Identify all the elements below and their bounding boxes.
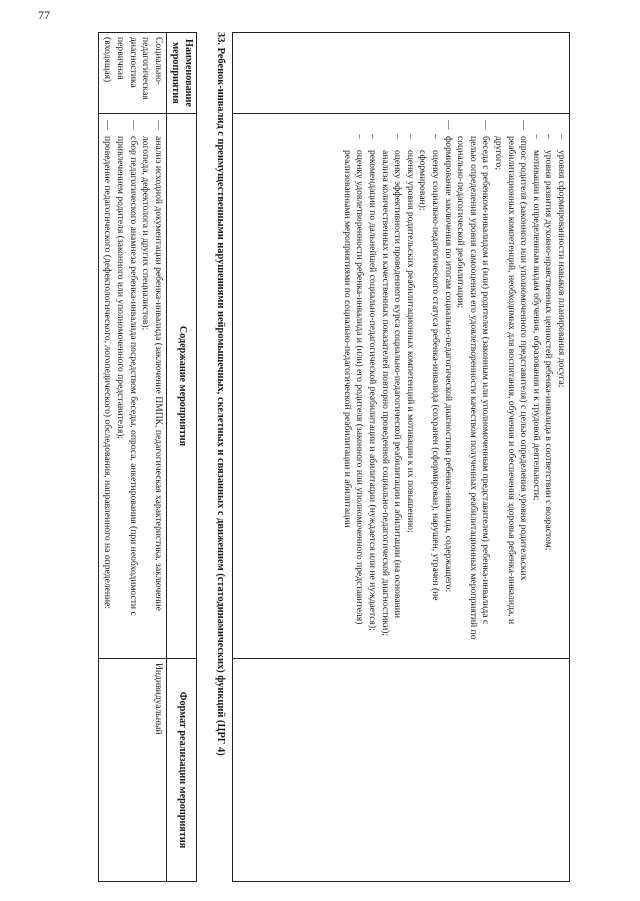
list-item-dash: — [518, 120, 530, 130]
list-item-text: опрос родителя (законного или уполномоченного представителя) с целью определения уровня родительских реабилитационных компетенций, необходимых для воспитания, обучения и обеспечения здоровья ребенка-инвалида, и другого; [493, 136, 530, 625]
list-item-text: рекомендации по дальнейшей социально-педагогической реабилитации и абилитации (нуждается или не нуждается); [367, 150, 379, 631]
list-item-dash: — [442, 120, 454, 130]
list-item-dash: — [127, 120, 139, 130]
list-item-dash: – [392, 134, 404, 139]
list-item-dash: – [367, 134, 379, 139]
list-item-dash: — [102, 120, 114, 130]
list-item-text: проведение педагогического (дефектологического, логопедического) обследования, направленного на определение: [102, 136, 114, 610]
activity-name: Социально-педагогическая диагностика первичная (входящая) [98, 33, 166, 114]
list-item [366, 120, 379, 652]
list-item-text: мотивации к определенным видам обучения, образования и к трудовой деятельности; [530, 150, 542, 501]
list-item [416, 120, 441, 652]
list-item [529, 120, 542, 652]
list-item-dash: – [404, 134, 416, 139]
format-cell-empty [233, 659, 570, 882]
list-item [491, 120, 529, 652]
list-item-text: уровня развития духовно-нравственных ценностей ребенка-инвалида в соответствии с возрастом; [543, 150, 555, 551]
list-item [101, 120, 114, 652]
list-item [340, 120, 365, 652]
list-item-text: оценку социально-педагогического статуса ребенка-инвалида (сохранен (сформирован), нарушен, утрачен (не сформирован); [417, 150, 442, 601]
list-item-text: сбор педагогического анамнеза ребенка-инвалида посредством беседы, опроса, анкетирования (при необходимости с привлечением родителя (законного или уполномоченного представителя); [115, 136, 139, 616]
list-item [403, 120, 416, 652]
header-format: Формат реализации мероприятия [166, 659, 196, 882]
list-item-text: анализ исходной документации ребенка-инвалида (заключение ПМПК, педагогическая характеристика, заключение логопеда, дефектолога и других специалистов); [140, 136, 164, 611]
list-item-dash: — [480, 120, 492, 130]
header-row [166, 33, 196, 882]
content-cell [233, 114, 570, 659]
list-item-text: формирование заключения по итогам социально-педагогической диагностики ребенка-инвалида, содержащего: [442, 136, 454, 593]
list-item-dash: – [556, 134, 567, 139]
list-item [554, 120, 567, 652]
continued-table [232, 32, 570, 882]
list-item-text: оценку удовлетворенности ребенка-инвалида и (или) его родителя (законного или уполномоченного представителя) реализованными мероприятиями по социально-педагогической реабилитации и абилитации [341, 150, 366, 625]
header-content: Содержание мероприятия [166, 114, 196, 659]
list-item-dash: – [354, 134, 366, 139]
page-number: 77 [38, 8, 50, 22]
list-item [441, 120, 454, 652]
list-item [542, 120, 555, 652]
list-item [139, 120, 164, 652]
list-item [113, 120, 138, 652]
list-item-dash: – [430, 134, 442, 139]
list-item-dash: – [530, 134, 542, 139]
header-name: Наименование мероприятия [166, 33, 196, 114]
list-item-dash: – [543, 134, 555, 139]
activity-format: Индивидуальный [98, 659, 166, 882]
list-item [454, 120, 492, 652]
list-item-text: оценку уровня родительских реабилитационных компетенций и мотивации к их повышению; [404, 150, 416, 533]
section-33-table [98, 32, 197, 882]
list-item-text: беседа с ребенком-инвалидом и (или) родителем (законным или уполномоченным представителем) ребенка-инвалида с целью определения уровня самооценки его удовлетворенности качеством полученных реабилитационных мероприятий по социально-педагогической реабилитации; [455, 136, 492, 640]
list-item-text: уровня сформированности навыков планирования досуга; [556, 150, 567, 388]
table-row [98, 33, 166, 882]
list-item-dash: — [152, 120, 164, 130]
section-33-title: 33. Ребенок-инвалид с преимущественными нарушениями нейромышечных, скелетных и связанных с движением (статодинамических) функций (ЦРГ 4) [215, 32, 226, 756]
list-item-text: оценку эффективности проведенного курса социально-педагогической реабилитации и абилитации (на основании анализа количественных и качественных показателей повторно проведенной социально-педагогической диагностики); [379, 150, 404, 637]
name-cell-empty [233, 33, 570, 114]
activity-content [98, 114, 166, 659]
table-row [233, 33, 570, 882]
list-item [378, 120, 403, 652]
